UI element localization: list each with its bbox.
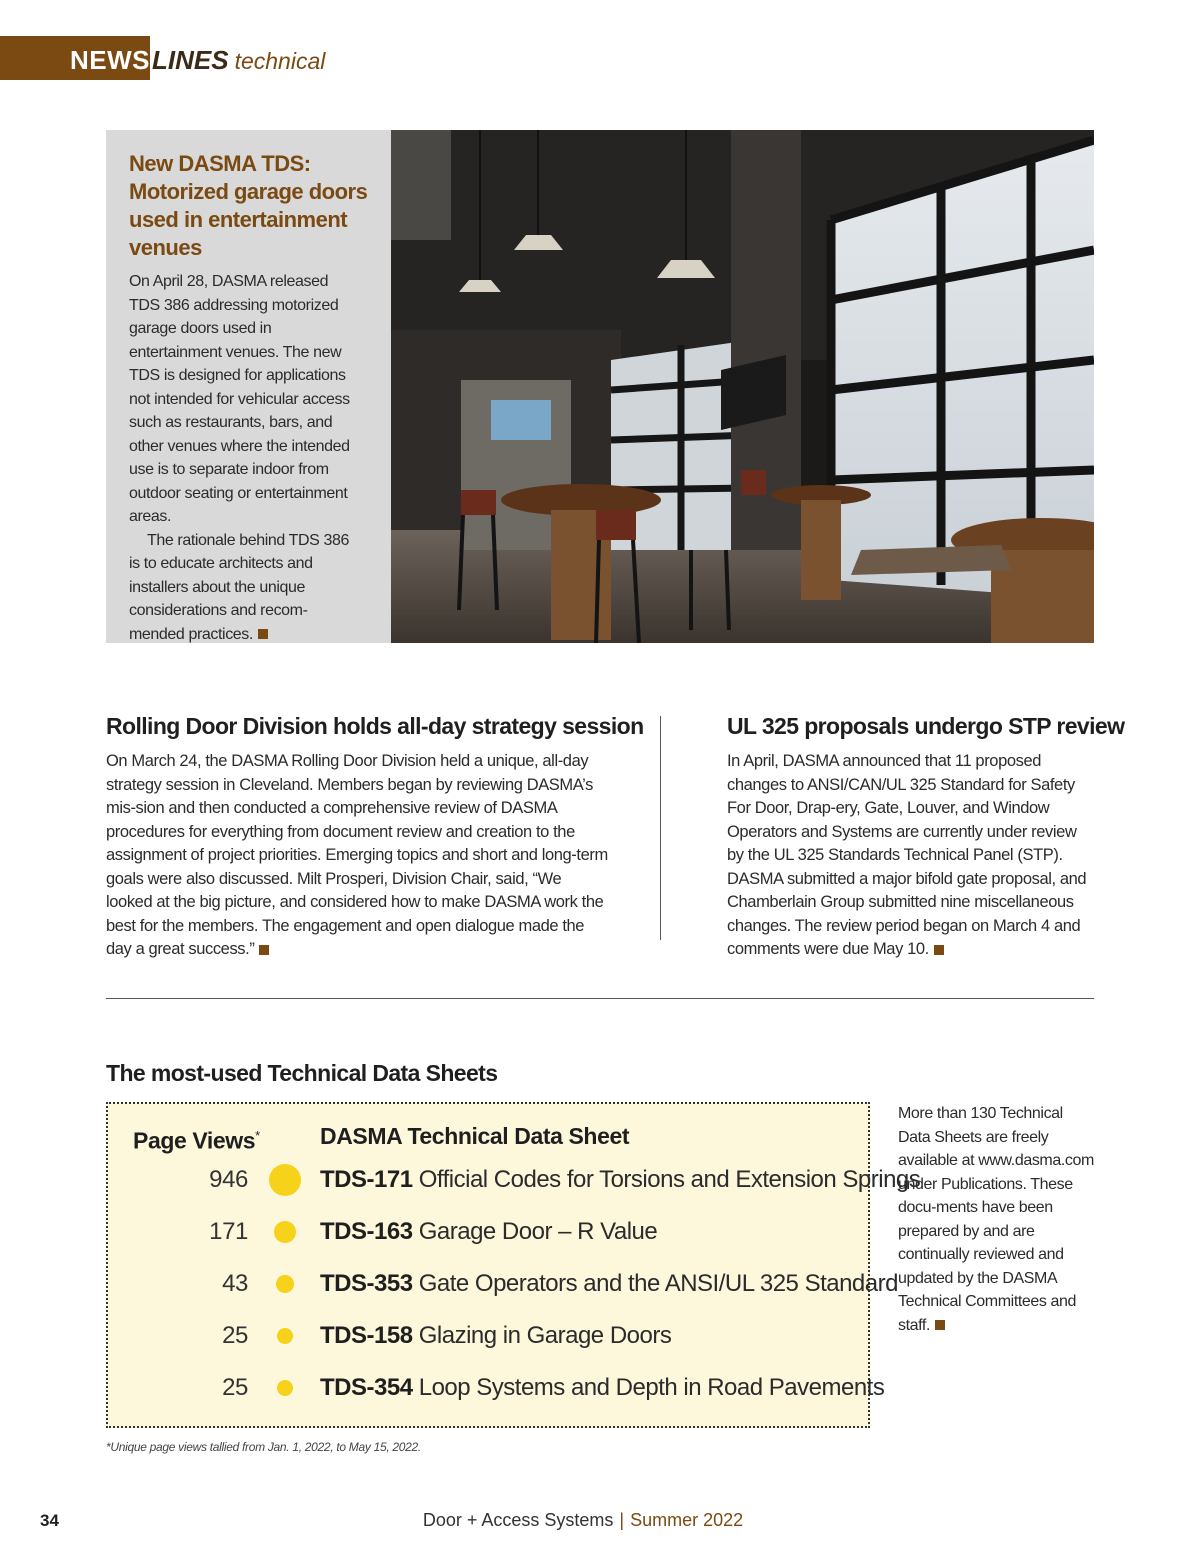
tds-col-sheet-header: DASMA Technical Data Sheet	[320, 1123, 630, 1149]
tds-code: TDS-171	[320, 1166, 413, 1193]
feature-title: New DASMA TDS: Motorized garage doors used in entertainment venues	[129, 151, 368, 260]
feature-paragraph-1: On April 28, DASMA released TDS 386 addressing motorized garage doors used in entertainment venues. The new TDS is designed for applications not intended for vehicular access such as restaurants, bars, and other venues where the intended use is to separate indoor from outdoor seating or entertainment areas.	[129, 273, 350, 525]
tds-title: Glazing in Garage Doors	[412, 1322, 672, 1349]
tds-code: TDS-353	[320, 1270, 413, 1297]
tds-code: TDS-163	[320, 1218, 413, 1245]
restaurant-photo-illustration	[391, 130, 1094, 643]
tds-col-views-header	[133, 1122, 260, 1155]
header-lines: LINES	[152, 45, 229, 75]
feature-body	[129, 270, 361, 646]
tds-sheet-name	[320, 1316, 671, 1356]
tds-page-views: 25	[222, 1374, 248, 1401]
tds-views-dot-icon	[276, 1275, 294, 1293]
column-divider	[660, 716, 661, 940]
tds-code: TDS-158	[320, 1322, 413, 1349]
end-mark-icon	[934, 945, 944, 955]
tds-code: TDS-354	[320, 1374, 413, 1401]
tds-sheet-name	[320, 1160, 920, 1200]
ul325-article-title: UL 325 proposals undergo STP review	[727, 713, 1125, 739]
side-note	[898, 1102, 1096, 1337]
side-note-text: More than 130 Technical Data Sheets are freely available at www.dasma.com under Publications. These docu-ments have been prepared by and are continually reviewed and updated by the DASMA Technical Committees and staff.	[898, 1105, 1094, 1334]
tds-views-dot-icon	[274, 1221, 296, 1243]
tds-title: Gate Operators and the ANSI/UL 325 Standard	[412, 1270, 898, 1297]
tds-footnote: *Unique page views tallied from Jan. 1, 2022, to May 15, 2022.	[106, 1440, 421, 1454]
tds-page-views: 43	[222, 1270, 248, 1297]
tds-views-dot-icon	[277, 1380, 294, 1397]
feature-paragraph-2	[129, 529, 361, 647]
rolling-door-article-text: On March 24, the DASMA Rolling Door Division held a unique, all-day strategy session in Cleveland. Members began by reviewing DASMA’s mis-sion and then conducted a comprehensive review of DASMA procedures for everything from document review and creation to the assignment of project priorities. Emerging topics and short and long-term goals were also discussed. Milt Prosperi, Division Chair, said, “We looked at the big picture, and considered how to make DASMA work the best for the members. The engagement and open dialogue made the day a great success.”	[106, 752, 608, 958]
tds-row	[108, 1316, 868, 1356]
rolling-door-article-body	[106, 750, 611, 962]
tds-table	[106, 1102, 921, 1428]
tds-views-dot-icon	[269, 1164, 301, 1196]
tds-page-views: 171	[209, 1218, 248, 1245]
feature-sidebar	[106, 130, 392, 643]
header-technical: technical	[234, 48, 326, 74]
rolling-door-article-title: Rolling Door Division holds all-day strategy session	[106, 713, 644, 739]
tds-page-views: 946	[209, 1166, 248, 1193]
tds-page-views: 25	[222, 1322, 248, 1349]
footer-separator: |	[619, 1510, 625, 1530]
tds-title: Official Codes for Torsions and Extension Springs	[412, 1166, 921, 1193]
section-header	[70, 44, 325, 76]
section-divider	[106, 998, 1094, 999]
ul325-article-text: In April, DASMA announced that 11 proposed changes to ANSI/CAN/UL 325 Standard for Safety For Door, Drap-ery, Gate, Louver, and Window Operators and Systems are currently under review by the UL 325 Standards Technical Panel (STP). DASMA submitted a major bifold gate proposal, and Chamberlain Group submitted nine miscellaneous changes. The review period began on March 4 and comments were due May 10.	[727, 752, 1087, 958]
tds-col-views-label: Page Views	[133, 1127, 256, 1154]
tds-heading: The most-used Technical Data Sheets	[106, 1060, 498, 1086]
tds-col-views-mark: *	[255, 1128, 260, 1143]
tds-row	[108, 1368, 885, 1408]
tds-row	[108, 1160, 921, 1200]
end-mark-icon	[935, 1320, 945, 1330]
page-footer	[0, 1510, 1166, 1531]
tds-row	[108, 1264, 898, 1304]
tds-sheet-name	[320, 1264, 898, 1304]
issue-name: Summer 2022	[630, 1510, 744, 1530]
end-mark-icon	[258, 629, 268, 639]
ul325-article-body	[727, 750, 1095, 962]
publication-name: Door + Access Systems	[422, 1510, 614, 1530]
feature-paragraph-2-text: The rationale behind TDS 386 is to educate architects and installers about the unique considerations and recom-mended practices.	[129, 531, 349, 643]
restaurant-photo	[391, 130, 1094, 643]
page-number: 34	[40, 1511, 59, 1530]
tds-title: Loop Systems and Depth in Road Pavements	[412, 1374, 885, 1401]
tds-sheet-name	[320, 1212, 657, 1252]
tds-row	[108, 1212, 868, 1252]
tds-title: Garage Door – R Value	[412, 1218, 658, 1245]
tds-sheet-name	[320, 1368, 884, 1408]
end-mark-icon	[259, 945, 269, 955]
tds-views-dot-icon	[277, 1328, 294, 1345]
header-news: NEWS	[70, 45, 150, 75]
